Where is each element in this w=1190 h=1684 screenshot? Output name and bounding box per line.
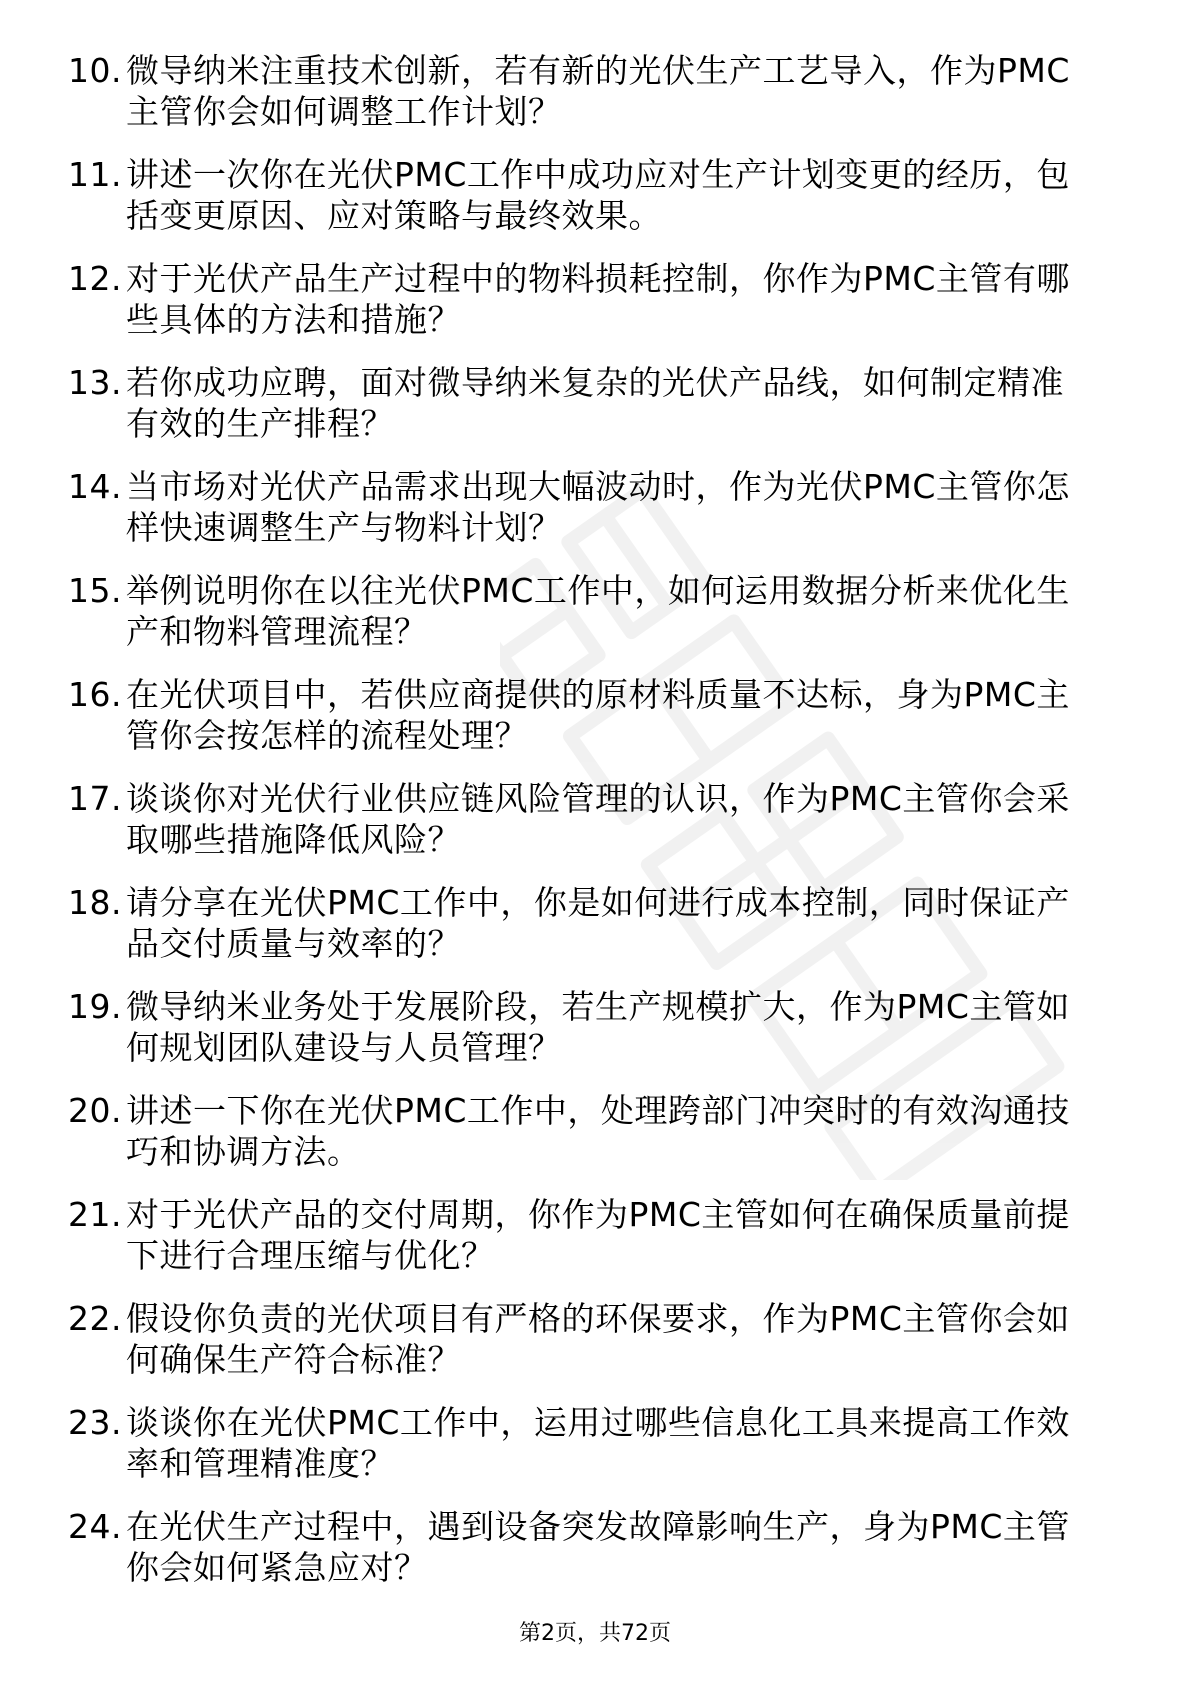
- question-number: 24.: [68, 1507, 122, 1546]
- question-number: 13.: [68, 363, 122, 402]
- list-item: [56, 882, 1136, 986]
- list-item: [56, 362, 1136, 466]
- question-number: 14.: [68, 467, 122, 506]
- list-item: [56, 258, 1136, 362]
- list-item: [56, 1298, 1136, 1402]
- list-item: [56, 1194, 1136, 1298]
- question-text: 在光伏项目中，若供应商提供的原材料质量不达标，身为PMC主 管你会按怎样的流程处理？: [126, 675, 1070, 755]
- list-item: [56, 570, 1136, 674]
- question-number: 10.: [68, 51, 122, 90]
- list-item: [56, 986, 1136, 1090]
- list-item: [56, 1090, 1136, 1194]
- page-number: 第2页，共72页: [519, 1621, 671, 1646]
- question-number: 18.: [68, 883, 122, 922]
- list-item: [56, 466, 1136, 570]
- page-footer: [0, 1620, 1190, 1648]
- question-text: 谈谈你对光伏行业供应链风险管理的认识，作为PMC主管你会采 取哪些措施降低风险？: [126, 779, 1070, 859]
- question-number: 23.: [68, 1403, 122, 1442]
- question-text: 对于光伏产品生产过程中的物料损耗控制，你作为PMC主管有哪 些具体的方法和措施？: [126, 259, 1070, 339]
- question-text: 若你成功应聘，面对微导纳米复杂的光伏产品线，如何制定精准 有效的生产排程？: [126, 363, 1064, 443]
- list-item: [56, 50, 1136, 154]
- list-item: [56, 674, 1136, 778]
- question-text: 在光伏生产过程中，遇到设备突发故障影响生产，身为PMC主管 你会如何紧急应对？: [126, 1507, 1070, 1587]
- question-number: 16.: [68, 675, 122, 714]
- list-item: [56, 154, 1136, 258]
- question-text: 当市场对光伏产品需求出现大幅波动时，作为光伏PMC主管你怎 样快速调整生产与物料计划？: [126, 467, 1070, 547]
- question-text: 请分享在光伏PMC工作中，你是如何进行成本控制，同时保证产 品交付质量与效率的？: [126, 883, 1070, 963]
- question-number: 17.: [68, 779, 122, 818]
- list-item: [56, 1506, 1136, 1610]
- question-number: 21.: [68, 1195, 122, 1234]
- question-text: 谈谈你在光伏PMC工作中，运用过哪些信息化工具来提高工作效 率和管理精准度？: [126, 1403, 1070, 1483]
- question-number: 22.: [68, 1299, 122, 1338]
- list-item: [56, 1402, 1136, 1506]
- question-number: 11.: [68, 155, 122, 194]
- question-text: 假设你负责的光伏项目有严格的环保要求，作为PMC主管你会如 何确保生产符合标准？: [126, 1299, 1070, 1379]
- list-item: [56, 778, 1136, 882]
- question-number: 15.: [68, 571, 122, 610]
- question-text: 讲述一次你在光伏PMC工作中成功应对生产计划变更的经历，包 括变更原因、应对策略与最终效果。: [126, 155, 1070, 235]
- question-number: 19.: [68, 987, 122, 1026]
- question-text: 讲述一下你在光伏PMC工作中，处理跨部门冲突时的有效沟通技 巧和协调方法。: [126, 1091, 1070, 1171]
- question-text: 微导纳米业务处于发展阶段，若生产规模扩大，作为PMC主管如 何规划团队建设与人员管理？: [126, 987, 1070, 1067]
- question-text: 微导纳米注重技术创新，若有新的光伏生产工艺导入，作为PMC 主管你会如何调整工作计划？: [126, 51, 1070, 131]
- question-number: 12.: [68, 259, 122, 298]
- question-number: 20.: [68, 1091, 122, 1130]
- question-text: 对于光伏产品的交付周期，你作为PMC主管如何在确保质量前提 下进行合理压缩与优化？: [126, 1195, 1070, 1275]
- question-text: 举例说明你在以往光伏PMC工作中，如何运用数据分析来优化生 产和物料管理流程？: [126, 571, 1070, 651]
- question-list: [56, 50, 1136, 1610]
